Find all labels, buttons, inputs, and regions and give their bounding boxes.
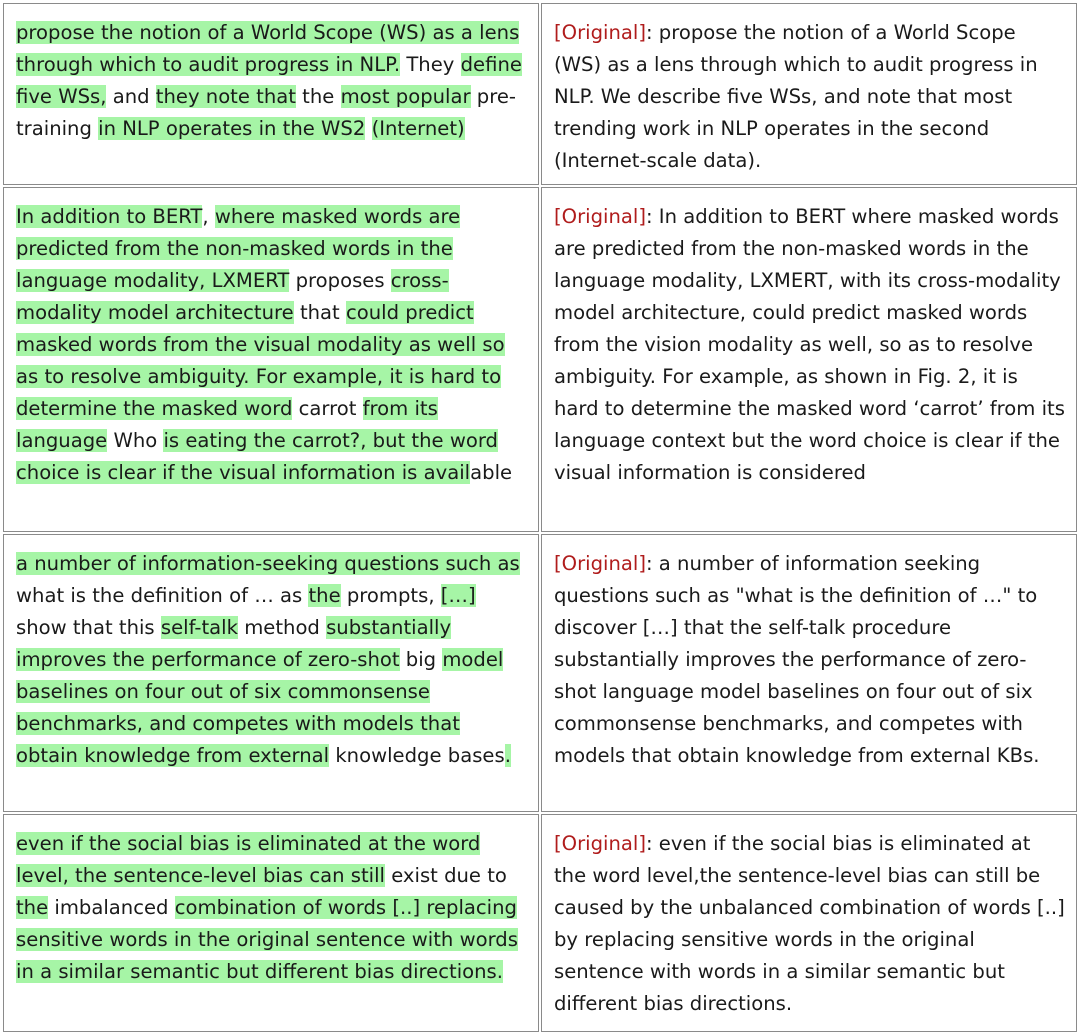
original-text: : a number of information seeking questions such as "what is the definition of …" to discover […] that the self-talk procedure substantially improves the performance of zero-shot language model baselines on four out of six commonsense benchmarks, and competes with models that obtain knowledge from external KBs. bbox=[554, 552, 1040, 767]
text-segment: able bbox=[470, 461, 513, 484]
text-segment: substantially improves the performance of zero-shot bbox=[16, 616, 452, 671]
text-segment: They bbox=[400, 53, 461, 76]
text-segment: proposes bbox=[289, 269, 391, 292]
original-tag: [Original] bbox=[554, 205, 646, 228]
comparison-table bbox=[3, 3, 1077, 1032]
text-segment: even if the social bias is eliminated at the word level, the sentence-level bias can still bbox=[16, 832, 481, 887]
text-segment: In addition to BERT bbox=[16, 205, 203, 228]
text-segment: . bbox=[504, 744, 511, 767]
original-cell bbox=[541, 3, 1077, 185]
text-segment: cross-modality model architecture bbox=[16, 269, 449, 324]
original-cell bbox=[541, 534, 1077, 812]
text-segment: could predict masked words from the visual modality as well so as to resolve ambiguity. For example, it is hard to determine the masked word bbox=[16, 301, 505, 420]
text-segment: self-talk bbox=[160, 616, 238, 639]
text-segment: carrot bbox=[292, 397, 363, 420]
text-segment: from its language bbox=[16, 397, 438, 452]
text-segment: imbalanced bbox=[48, 896, 175, 919]
text-segment: pre-training bbox=[16, 85, 516, 140]
text-segment: what is the definition of … as bbox=[16, 584, 309, 607]
text-segment: is eating the carrot?, but the word choice is clear if the visual information is avail bbox=[16, 429, 498, 484]
text-segment: define five WSs, bbox=[16, 53, 522, 108]
text-segment: (Internet) bbox=[371, 117, 465, 140]
text-segment: the bbox=[16, 896, 49, 919]
original-cell bbox=[541, 814, 1077, 1032]
text-segment: they note that bbox=[155, 85, 296, 108]
paraphrase-cell bbox=[3, 534, 539, 812]
text-segment: most popular bbox=[340, 85, 471, 108]
text-segment: , bbox=[202, 205, 215, 228]
text-segment: prompts, bbox=[340, 584, 441, 607]
text-segment: and bbox=[106, 85, 156, 108]
original-text: : even if the social bias is eliminated at the word level,the sentence-level bias can still be caused by the unbalanced combination of words [..] by replacing sensitive words in the original sentence with words in a similar semantic but different bias directions. bbox=[554, 832, 1065, 1015]
paraphrase-cell bbox=[3, 3, 539, 185]
text-segment: the bbox=[308, 584, 341, 607]
text-segment: the bbox=[295, 85, 341, 108]
original-tag: [Original] bbox=[554, 21, 646, 44]
paraphrase-cell bbox=[3, 187, 539, 532]
text-segment: combination of words [..] replacing sensitive words in the original sentence with words in a similar semantic but different bias directions. bbox=[16, 896, 518, 983]
text-segment: big bbox=[399, 648, 443, 671]
text-segment: that bbox=[293, 301, 346, 324]
text-segment: Who bbox=[107, 429, 164, 452]
original-tag: [Original] bbox=[554, 552, 646, 575]
paraphrase-cell bbox=[3, 814, 539, 1032]
text-segment: propose the notion of a World Scope (WS) as a lens through which to audit progress in NLP. bbox=[16, 21, 520, 76]
text-segment: model baselines on four out of six commonsense benchmarks, and competes with models that obtain knowledge from external bbox=[16, 648, 504, 767]
text-segment: where masked words are predicted from the non-masked words in the language modality, LXMERT bbox=[16, 205, 461, 292]
original-text: : propose the notion of a World Scope (WS) as a lens through which to audit progress in NLP. We describe five WSs, and note that most trending work in NLP operates in the second (Internet-scale data). bbox=[554, 21, 1038, 172]
original-cell bbox=[541, 187, 1077, 532]
text-segment bbox=[365, 117, 371, 140]
text-segment: […] bbox=[440, 584, 476, 607]
text-segment: a number of information-seeking questions such as bbox=[16, 552, 520, 575]
text-segment: in NLP operates in the WS2 bbox=[98, 117, 366, 140]
text-segment: exist due to bbox=[384, 864, 507, 887]
text-segment: knowledge bases bbox=[329, 744, 505, 767]
text-segment: show that this bbox=[16, 616, 161, 639]
original-text: : In addition to BERT where masked words are predicted from the non-masked words in the language modality, LXMERT, with its cross-modality model architecture, could predict masked words from the vision modality as well, so as to resolve ambiguity. For example, as shown in Fig. 2, it is hard to determine the masked word ‘carrot’ from its language context but the word choice is clear if the visual information is considered bbox=[554, 205, 1065, 484]
original-tag: [Original] bbox=[554, 832, 646, 855]
text-segment: method bbox=[237, 616, 327, 639]
